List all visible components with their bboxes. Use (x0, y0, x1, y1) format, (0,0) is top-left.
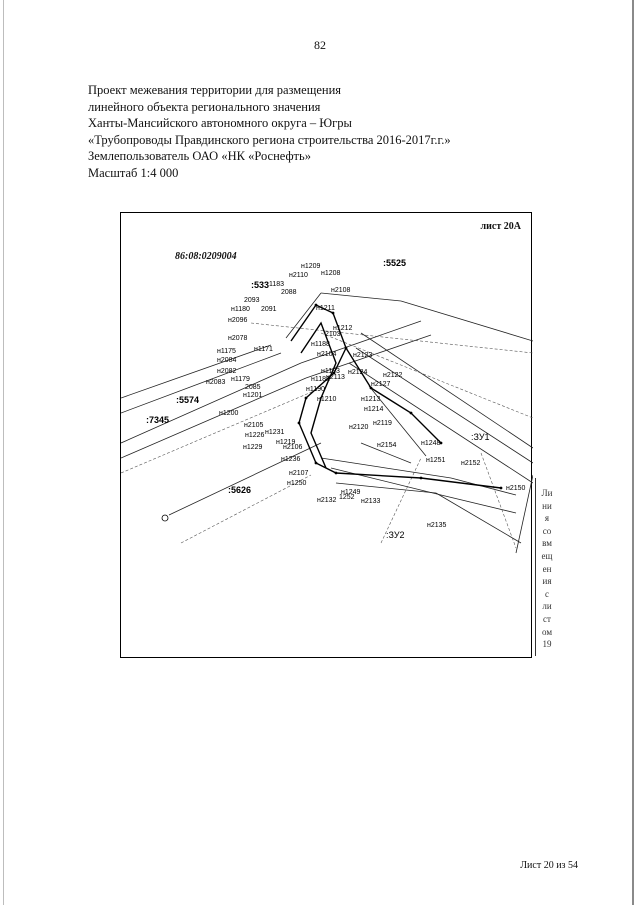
header-line: Ханты-Мансийского автономного округа – Югры (88, 116, 352, 130)
side-note-line: ом (541, 626, 553, 637)
point-label: 1252 (339, 494, 355, 501)
point-label: 2085 (245, 384, 261, 391)
point-label: н2135 (427, 522, 447, 529)
point-label: н1179 (231, 376, 250, 383)
point-label: н1214 (364, 406, 384, 413)
map-sheet (120, 212, 532, 658)
survey-map (121, 213, 533, 659)
side-note (539, 487, 555, 651)
point-label: н1229 (243, 444, 263, 451)
side-note-bar (535, 478, 536, 656)
point-label: 1183 (269, 281, 285, 288)
side-note-line: ен (542, 563, 552, 574)
side-note-line: Ли (541, 488, 553, 498)
point-label: н2154 (377, 442, 397, 449)
marker-circle (162, 515, 168, 521)
point-label: н1181 (311, 376, 330, 383)
side-note-line: ни (542, 500, 552, 511)
point-label: н1190 (306, 386, 325, 393)
parcel-label: :ЗУ2 (386, 530, 405, 540)
cadastral-block-number: 86:08:0209004 (175, 251, 237, 262)
point-label: н1213 (361, 396, 381, 403)
point-label: н2124 (348, 369, 368, 376)
point-label: 2091 (261, 306, 277, 313)
point-label: н1236 (281, 456, 301, 463)
point-label: н2078 (228, 335, 248, 342)
side-note-line: вм (542, 538, 552, 549)
point-label: н2082 (217, 368, 237, 375)
point-label: н2132 (317, 497, 337, 504)
parcel-label: :5626 (228, 485, 252, 495)
document-header (88, 82, 451, 181)
page-footer: Лист 20 из 54 (520, 860, 578, 871)
point-label: н2113 (326, 374, 345, 381)
point-label: н1209 (301, 263, 321, 270)
point-label: н2084 (217, 357, 237, 364)
point-label: н1208 (321, 270, 341, 277)
point-label: н1210 (317, 396, 337, 403)
page-edge-left (3, 0, 4, 905)
header-line: Землепользователь ОАО «НК «Роснефть» (88, 149, 311, 163)
point-label: н1200 (219, 410, 239, 417)
point-label: 2088 (281, 289, 297, 296)
point-label: н2119 (373, 420, 392, 427)
point-label: н2110 (289, 272, 308, 279)
parcel-label: :7345 (146, 415, 170, 425)
point-label: н1188 (311, 341, 330, 348)
point-label: н2096 (228, 317, 248, 324)
point-label: н2150 (506, 485, 526, 492)
point-label: н2105 (244, 422, 264, 429)
point-label: н1212 (333, 325, 353, 332)
point-label: н1231 (265, 429, 285, 436)
point-label: н1251 (426, 457, 446, 464)
page-number: 82 (314, 38, 326, 52)
point-label: н2122 (383, 372, 403, 379)
side-note-line: со (542, 525, 552, 536)
point-label: н1180 (231, 306, 250, 313)
point-label: н1171 (254, 346, 273, 353)
point-label: н2127 (371, 381, 391, 388)
point-label: н2107 (289, 470, 309, 477)
point-label: н1249 (341, 489, 361, 496)
side-note-line: ли (542, 601, 552, 612)
page-edge-right (632, 0, 634, 905)
point-label: 2103 (325, 331, 341, 338)
point-label: н2106 (283, 444, 303, 451)
point-label: н1250 (287, 480, 307, 487)
point-label: н2108 (331, 287, 351, 294)
side-note-line: ия (542, 576, 552, 587)
side-note-line: ст (543, 613, 551, 624)
parcel-label: :533 (251, 280, 270, 290)
point-label: н2152 (461, 460, 481, 467)
point-label: н1219 (276, 439, 296, 446)
point-label: н1201 (243, 392, 263, 399)
side-note-line: я (544, 513, 550, 524)
header-line: линейного объекта регионального значения (88, 99, 321, 114)
header-line: «Трубопроводы Правдинского региона строительства 2016-2017г.г.» (88, 132, 451, 147)
point-label: н1175 (217, 348, 236, 355)
point-label: н1211 (316, 305, 335, 312)
parcel-label: :ЗУ1 (471, 432, 490, 442)
side-note-line: с (545, 588, 549, 599)
sheet-label: лист 20А (480, 221, 521, 232)
side-note-line: ещ (541, 550, 553, 561)
point-label: н2120 (349, 424, 369, 431)
point-label: н1226 (245, 432, 265, 439)
point-label: н2123 (353, 352, 373, 359)
parcel-label: :5525 (383, 258, 407, 268)
point-label: н2083 (206, 379, 226, 386)
parcel-label: :5574 (176, 395, 200, 405)
header-line: Проект межевания территории для размещения (88, 83, 342, 97)
point-label: 2093 (244, 297, 260, 304)
point-label: н2133 (361, 498, 381, 505)
header-line: Масштаб 1:4 000 (88, 165, 179, 180)
side-note-line: 19 (542, 639, 552, 650)
point-label: н1248 (421, 440, 441, 447)
point-label: н1193 (321, 368, 340, 375)
point-label: н2104 (317, 351, 337, 358)
